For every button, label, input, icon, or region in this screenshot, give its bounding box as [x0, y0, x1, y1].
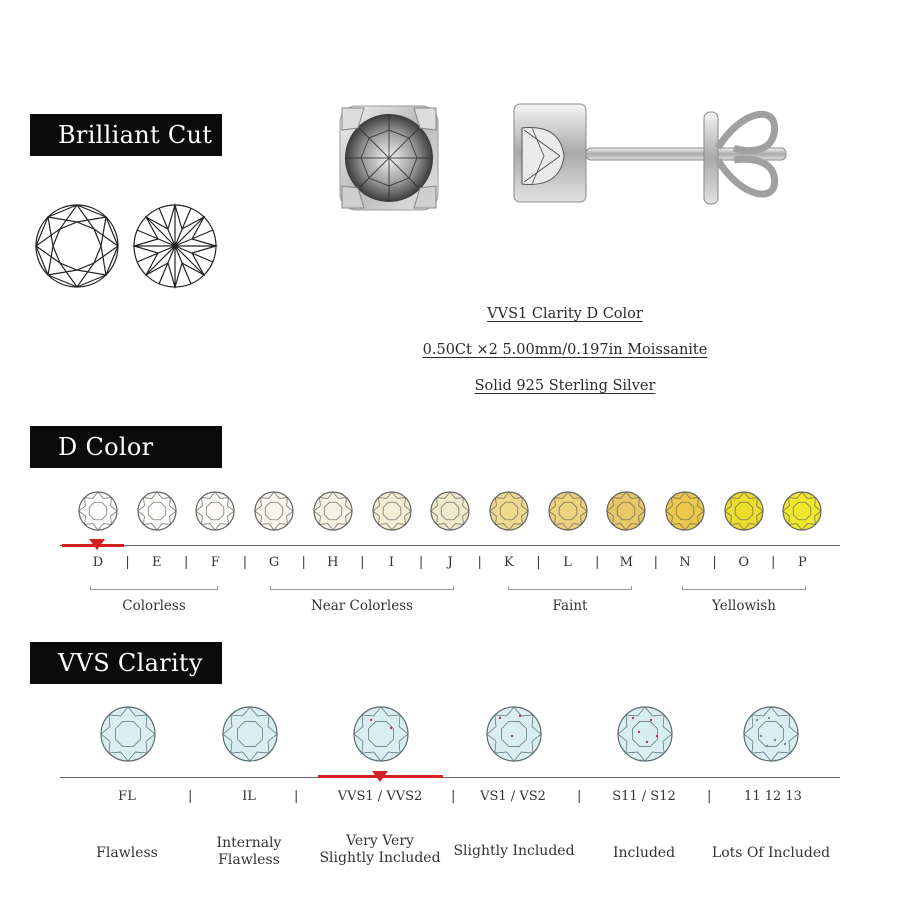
clarity-separator: | — [451, 789, 456, 804]
color-selected-marker-icon — [87, 538, 107, 552]
color-swatch-i-icon — [372, 491, 412, 535]
clarity-grade-vs: VS1 / VS2 — [480, 789, 546, 804]
color-grade-k: K — [504, 555, 514, 570]
earring-side-view-image — [512, 98, 792, 238]
color-grade-separator: | — [242, 555, 248, 570]
color-grade-separator: | — [477, 555, 482, 570]
color-swatch-f-icon — [195, 491, 235, 535]
color-grade-separator: | — [536, 555, 541, 570]
color-grade-separator: | — [594, 555, 600, 570]
group-label-colorless: Colorless — [122, 598, 186, 614]
color-swatch-h-icon — [313, 491, 353, 535]
clarity-desc-line: Included — [612, 845, 676, 861]
clarity-separator: | — [188, 789, 193, 804]
color-swatch-d-icon — [78, 491, 118, 535]
color-swatch-m-icon — [606, 491, 646, 535]
color-swatch-j-icon — [430, 491, 470, 535]
clarity-desc-line: Very Very — [346, 833, 414, 849]
clarity-stone-5-icon — [617, 706, 673, 766]
spec-carat-size: 0.50Ct ×2 5.00mm/0.197in Moissanite — [422, 342, 708, 358]
clarity-desc-included — [594, 845, 694, 862]
clarity-selected-marker-icon — [370, 770, 390, 784]
clarity-separator: | — [577, 789, 582, 804]
clarity-desc-line: Flawless — [218, 852, 280, 868]
color-swatch-e-icon — [137, 491, 177, 535]
group-label-faint: Faint — [552, 598, 588, 614]
spec-metal: Solid 925 Sterling Silver — [474, 378, 656, 394]
clarity-grade-i: 11 12 13 — [744, 789, 802, 804]
color-grade-f: F — [210, 555, 220, 570]
clarity-grade-fl: FL — [118, 789, 136, 804]
near-colorless-bracket — [270, 586, 454, 590]
clarity-desc-line: Flawless — [96, 845, 158, 861]
color-swatch-l-icon — [548, 491, 588, 535]
color-grade-n: N — [679, 555, 691, 570]
earring-front-view-image — [334, 100, 444, 218]
color-grade-m: M — [619, 555, 633, 570]
color-grade-p: P — [798, 555, 807, 570]
colorless-bracket — [90, 586, 218, 590]
color-scale-axis — [60, 545, 840, 546]
color-grade-e: E — [151, 555, 162, 570]
clarity-stone-2-icon — [222, 706, 278, 766]
color-grade-g: G — [268, 555, 280, 570]
group-label-yellowish: Yellowish — [712, 598, 776, 614]
brilliant-cut-heading: Brilliant Cut — [30, 114, 222, 156]
yellowish-bracket — [682, 586, 806, 590]
vvs-clarity-heading: VVS Clarity — [30, 642, 222, 684]
color-swatch-n-icon — [665, 491, 705, 535]
clarity-separator: | — [707, 789, 712, 804]
clarity-stone-4-icon — [486, 706, 542, 766]
clarity-grade-si: S11 / S12 — [612, 789, 676, 804]
clarity-separator: | — [294, 789, 299, 804]
clarity-stone-3-icon — [353, 706, 409, 766]
color-grade-d: D — [92, 555, 104, 570]
clarity-stone-6-icon — [743, 706, 799, 766]
color-grade-separator: | — [771, 555, 776, 570]
clarity-scale-axis — [60, 777, 840, 778]
clarity-desc-line: Internaly — [216, 835, 282, 851]
clarity-desc-internally-flawless — [199, 835, 299, 869]
color-grade-separator: | — [653, 555, 659, 570]
color-swatch-p-icon — [782, 491, 822, 535]
color-grade-separator: | — [418, 555, 424, 570]
color-grade-separator: | — [184, 555, 189, 570]
color-grade-o: O — [738, 555, 750, 570]
color-grade-j: J — [447, 555, 453, 570]
color-grade-h: H — [327, 555, 339, 570]
clarity-desc-slightly-included — [452, 843, 576, 860]
clarity-desc-line: Slightly Included — [453, 843, 575, 859]
clarity-stone-1-icon — [100, 706, 156, 766]
color-swatch-g-icon — [254, 491, 294, 535]
color-grade-l: L — [563, 555, 572, 570]
clarity-desc-very-very-slightly-included — [315, 833, 445, 867]
brilliant-cut-pavilion-diagram-icon — [131, 202, 219, 290]
color-grade-separator: | — [360, 555, 365, 570]
clarity-desc-line: Lots Of Included — [711, 845, 831, 861]
clarity-desc-flawless — [77, 845, 177, 862]
color-grade-i: I — [388, 555, 395, 570]
brilliant-cut-crown-diagram-icon — [33, 202, 121, 290]
color-grade-separator: | — [712, 555, 717, 570]
clarity-desc-line: Slightly Included — [319, 850, 441, 866]
spec-clarity-color: VVS1 Clarity D Color — [487, 306, 643, 322]
group-label-near-colorless: Near Colorless — [310, 598, 414, 614]
color-swatch-k-icon — [489, 491, 529, 535]
color-grade-separator: | — [125, 555, 130, 570]
clarity-grade-vvs: VVS1 / VVS2 — [337, 789, 423, 804]
color-grade-separator: | — [301, 555, 306, 570]
clarity-desc-lots-of-included — [706, 845, 836, 862]
faint-bracket — [508, 586, 632, 590]
d-color-heading: D Color — [30, 426, 222, 468]
clarity-grade-il: IL — [242, 789, 256, 804]
color-swatch-o-icon — [724, 491, 764, 535]
